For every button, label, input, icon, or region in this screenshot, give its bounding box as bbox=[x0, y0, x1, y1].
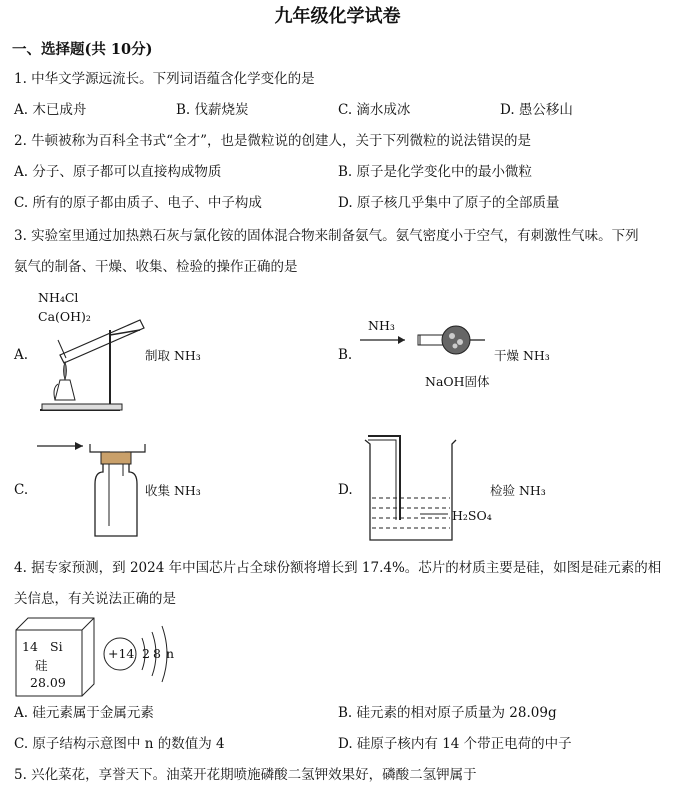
drying-tube-diagram bbox=[360, 322, 490, 367]
q2-option-b: B. 原子是化学变化中的最小微粒 bbox=[338, 164, 533, 180]
atom-shell-3: n bbox=[166, 646, 175, 661]
element-atomic-mass: 28.09 bbox=[30, 675, 66, 690]
q4-option-d: D. 硅原子核内有 14 个带正电荷的中子 bbox=[338, 736, 572, 752]
q3-a-label-nh4cl: NH₄Cl bbox=[38, 290, 79, 305]
q3-a-label-caoh2: Ca(OH)₂ bbox=[38, 309, 91, 324]
q1-option-c: C. 滴水成冰 bbox=[338, 102, 411, 118]
atom-shell-1: 2 bbox=[142, 646, 150, 661]
q4-option-a: A. 硅元素属于金属元素 bbox=[14, 705, 154, 721]
q1-option-d: D. 愚公移山 bbox=[500, 102, 573, 118]
beaker-diagram bbox=[360, 428, 460, 548]
q4-stem-line1: 4. 据专家预测，到 2024 年中国芯片占全球份额将增长到 17.4%。芯片的材质主要是硅，如图是硅元素的相 bbox=[14, 560, 662, 576]
q1-option-a: A. 木已成舟 bbox=[14, 102, 87, 118]
q3-option-c-caption: 收集 NH₃ bbox=[145, 483, 201, 498]
q1-stem: 1. 中华文学源远流长。下列词语蕴含化学变化的是 bbox=[14, 71, 315, 87]
q2-option-d: D. 原子核几乎集中了原子的全部质量 bbox=[338, 195, 560, 211]
q3-stem-line1: 3. 实验室里通过加热熟石灰与氯化铵的固体混合物来制备氨气。氨气密度小于空气，有刺激性气味。下列 bbox=[14, 228, 639, 244]
q1-option-b: B. 伐薪烧炭 bbox=[176, 102, 249, 118]
q3-option-c-letter: C. bbox=[14, 482, 29, 498]
element-name: 硅 bbox=[35, 658, 48, 673]
q3-option-b-letter: B. bbox=[338, 347, 353, 363]
element-atomic-number: 14 bbox=[22, 639, 38, 654]
q3-option-b-caption: 干燥 NH₃ bbox=[494, 348, 550, 363]
page-title: 九年级化学试卷 bbox=[274, 6, 401, 27]
q3-option-a-caption: 制取 NH₃ bbox=[145, 348, 201, 363]
q4-option-b: B. 硅元素的相对原子质量为 28.09g bbox=[338, 705, 557, 721]
heating-apparatus-diagram bbox=[30, 300, 160, 420]
q3-option-d-caption: 检验 NH₃ bbox=[490, 483, 546, 498]
q3-b-label-nh3: NH₃ bbox=[368, 318, 395, 333]
atom-shell-2: 8 bbox=[153, 646, 161, 661]
q4-option-c: C. 原子结构示意图中 n 的数值为 4 bbox=[14, 736, 225, 752]
q4-stem-line2: 关信息，有关说法正确的是 bbox=[14, 591, 176, 607]
q3-b-label-naoh: NaOH固体 bbox=[425, 374, 490, 389]
element-symbol: Si bbox=[50, 639, 63, 654]
section-heading: 一、选择题(共 10分) bbox=[12, 41, 153, 58]
q3-d-label-h2so4: H₂SO₄ bbox=[452, 508, 492, 523]
q5-stem: 5. 兴化菜花，享誉天下。油菜开花期喷施磷酸二氢钾效果好，磷酸二氢钾属于 bbox=[14, 767, 477, 783]
q3-option-d-letter: D. bbox=[338, 482, 353, 498]
q2-stem: 2. 牛顿被称为百科全书式“全才”，也是微粒说的创建人，关于下列微粒的说法错误的是 bbox=[14, 133, 531, 149]
q2-option-a: A. 分子、原子都可以直接构成物质 bbox=[14, 164, 222, 180]
q3-option-a-letter: A. bbox=[14, 347, 29, 363]
q3-stem-line2: 氨气的制备、干燥、收集、检验的操作正确的是 bbox=[14, 259, 298, 275]
q2-option-c: C. 所有的原子都由质子、电子、中子构成 bbox=[14, 195, 262, 211]
atom-nucleus-charge: +14 bbox=[108, 646, 135, 661]
